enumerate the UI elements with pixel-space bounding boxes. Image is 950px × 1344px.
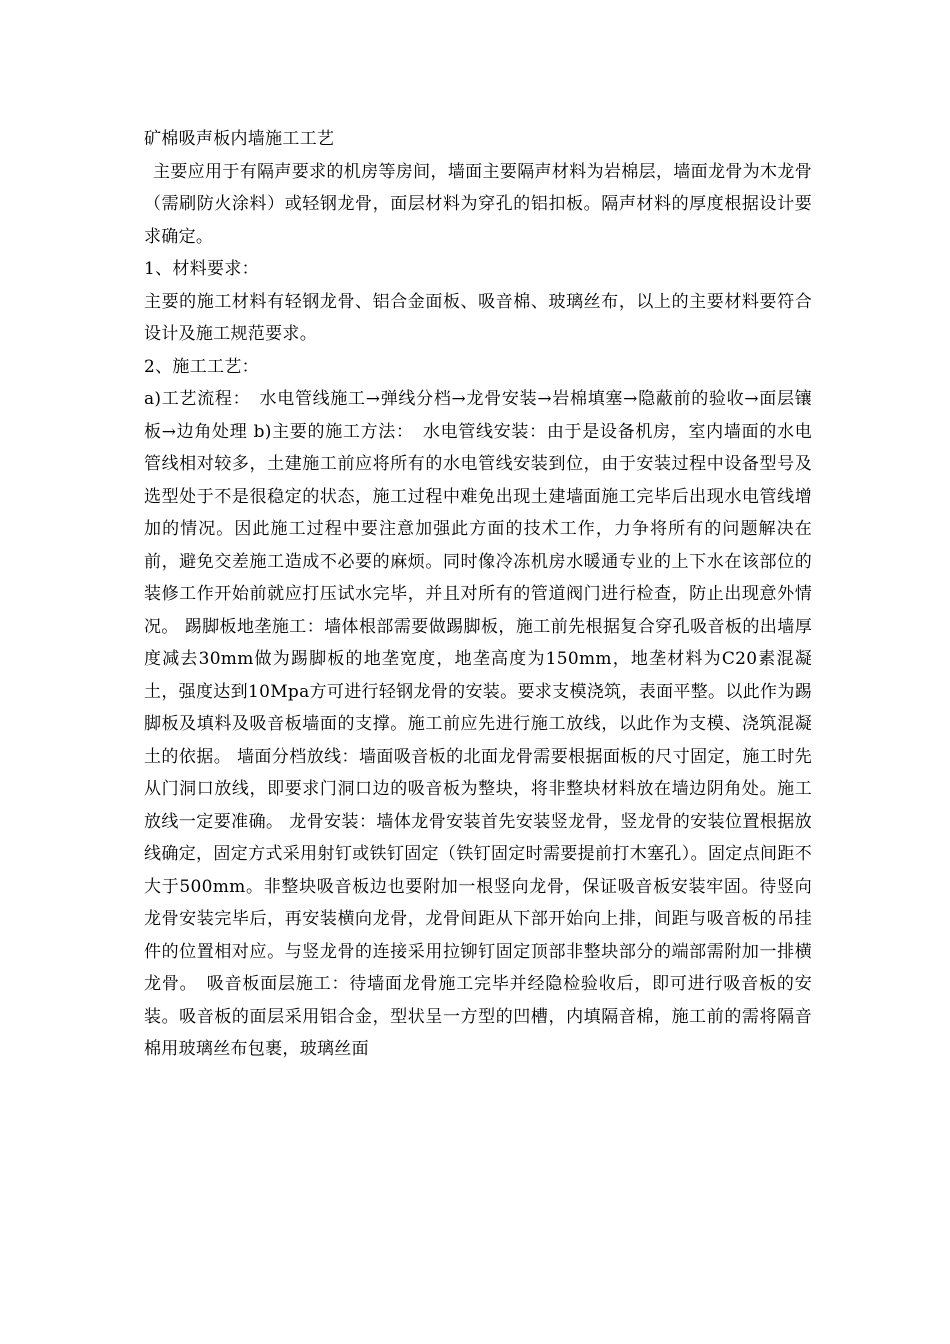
- document-title: 矿棉吸声板内墙施工工艺: [144, 129, 335, 149]
- section-2-heading: 2、施工工艺：: [144, 356, 259, 377]
- document-body: [144, 123, 812, 1066]
- section-1-paragraph: 主要的施工材料有轻钢龙骨、铝合金面板、吸音棉、玻璃丝布，以上的主要材料要符合设计及施工规范要求。: [144, 291, 812, 344]
- section-2-paragraph: a)工艺流程： 水电管线施工→弹线分档→龙骨安装→岩棉填塞→隐蔽前的验收→面层镶板→边角处理 b)主要的施工方法： 水电管线安装：由于是设备机房，室内墙面的水电管线相对较多，土建施工前应将所有的水电管线安装到位，由于安装过程中设备型号及选型处于不是很稳定的状态，施工过程中难免出现土建墙面施工完毕后出现水电管线增加的情况。因此施工过程中要注意加强此方面的技术工作，力争将所有的问题解决在前，避免交差施工造成不必要的麻烦。同时像冷冻机房水暖通专业的上下水在该部位的装修工作开始前就应打压试水完毕，并且对所有的管道阀门进行检查，防止出现意外情况。 踢脚板地垄施工：墙体根部需要做踢脚板，施工前先根据复合穿孔吸音板的出墙厚度减去30mm做为踢脚板的地垄宽度，地垄高度为150mm，地垄材料为C20素混凝土，强度达到10Mpa方可进行轻钢龙骨的安装。要求支模浇筑，表面平整。以此作为踢脚板及填料及吸音板墙面的支撑。施工前应先进行施工放线，以此作为支模、浇筑混凝土的依据。 墙面分档放线：墙面吸音板的北面龙骨需要根据面板的尺寸固定，施工时先从门洞口放线，即要求门洞口边的吸音板为整块，将非整块材料放在墙边阴角处。施工放线一定要准确。 龙骨安装：墙体龙骨安装首先安装竖龙骨，竖龙骨的安装位置根据放线确定，固定方式采用射钉或铁钉固定（铁钉固定时需要提前打木塞孔）。固定点间距不大于500mm。非整块吸音板边也要附加一根竖向龙骨，保证吸音板安装牢固。待竖向龙骨安装完毕后，再安装横向龙骨，龙骨间距从下部开始向上排，间距与吸音板的吊挂件的位置相对应。与竖龙骨的连接采用拉铆钉固定顶部非整块部分的端部需附加一排横龙骨。 吸音板面层施工：待墙面龙骨施工完毕并经隐检验收后，即可进行吸音板的安装。吸音板的面层采用铝合金，型状呈一方型的凹槽，内填隔音棉，施工前的需将隔音棉用玻璃丝布包裹，玻璃丝面: [144, 389, 812, 1059]
- section-1-heading: 1、材料要求：: [144, 259, 259, 279]
- intro-paragraph: 主要应用于有隔声要求的机房等房间，墙面主要隔声材料为岩棉层，墙面龙骨为木龙骨（需刷防火涂料）或轻钢龙骨，面层材料为穿孔的铝扣板。隔声材料的厚度根据设计要求确定。: [144, 161, 812, 247]
